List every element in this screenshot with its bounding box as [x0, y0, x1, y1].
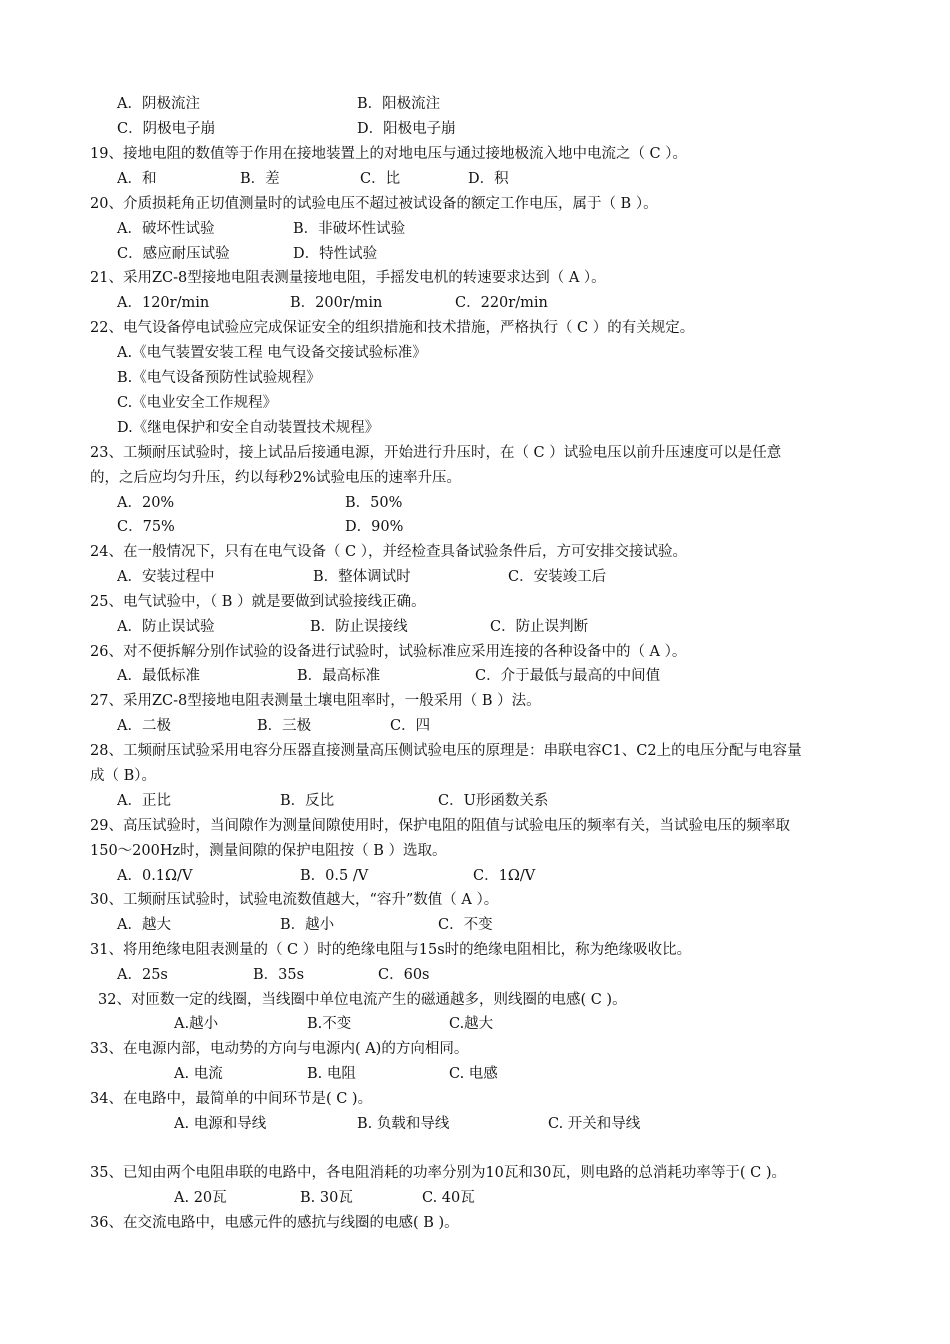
answer-option: C．防止误判断: [490, 619, 589, 635]
answer-option: B．整体调试时: [313, 569, 411, 585]
question-text: 22、电气设备停电试验应完成保证安全的组织措施和技术措施，严格执行（ C ）的有关规定。: [90, 320, 695, 336]
question-text: 36、在交流电路中，电感元件的感抗与线圈的电感( B )。: [90, 1215, 459, 1231]
answer-option: B. 电阻: [307, 1066, 356, 1082]
answer-option: C.《电业安全工作规程》: [117, 395, 278, 411]
answer-option: A．安装过程中: [117, 569, 215, 585]
answer-option: B．差: [240, 171, 280, 187]
answer-option: A．120r/min: [117, 295, 210, 311]
answer-option: C．阴极电子崩: [117, 121, 216, 137]
question-text: 25、电气试验中，（ B ）就是要做到试验接线正确。: [90, 594, 426, 610]
answer-option: B．50%: [345, 495, 403, 511]
answer-option: C．75%: [117, 519, 175, 535]
answer-option: C. 电感: [449, 1066, 498, 1082]
answer-option: A. 电源和导线: [174, 1116, 267, 1132]
question-text: 34、在电路中，最简单的中间环节是( C )。: [90, 1091, 373, 1107]
answer-option: D．90%: [345, 519, 404, 535]
answer-option: C．介于最低与最高的中间值: [475, 668, 661, 684]
answer-option: A．和: [117, 171, 157, 187]
question-text: 19、接地电阻的数值等于作用在接地装置上的对地电压与通过接地极流入地中电流之（ C ）。: [90, 146, 688, 162]
answer-option: B．最高标准: [297, 668, 381, 684]
question-text: 21、采用ZC-8型接地电阻表测量接地电阻，手摇发电机的转速要求达到（ A ）。: [90, 270, 606, 286]
answer-option: B．反比: [280, 793, 335, 809]
answer-option: C.越大: [449, 1016, 494, 1032]
answer-option: C．60s: [378, 967, 430, 983]
answer-option: D．特性试验: [293, 246, 378, 262]
answer-option: A．阴极流注: [117, 96, 200, 112]
question-text: 32、对匝数一定的线圈，当线圈中单位电流产生的磁通越多，则线圈的电感( C )。: [98, 992, 627, 1008]
answer-option: A. 电流: [174, 1066, 223, 1082]
question-text: 23、工频耐压试验时，接上试品后接通电源，开始进行升压时，在（ C ）试验电压以前升压速度可以是任意: [90, 445, 782, 461]
answer-option: D．积: [468, 171, 509, 187]
answer-option: A．20%: [117, 495, 175, 511]
question-text: 成（ B）。: [90, 768, 157, 784]
answer-option: B. 30瓦: [300, 1190, 353, 1206]
answer-option: A.越小: [174, 1016, 219, 1032]
answer-option: C．不变: [438, 917, 493, 933]
answer-option: C．比: [360, 171, 401, 187]
answer-option: B．非破坏性试验: [293, 221, 406, 237]
answer-option: C．四: [390, 718, 431, 734]
answer-option: B．防止误接线: [310, 619, 408, 635]
question-text: 24、在一般情况下，只有在电气设备（ C ），并经检查具备试验条件后，方可安排交接试验。: [90, 544, 688, 560]
question-text: 26、对不便拆解分别作试验的设备进行试验时，试验标准应采用连接的各种设备中的（ A ）。: [90, 644, 687, 660]
answer-option: B．0.5 /V: [300, 868, 369, 884]
answer-option: A．破坏性试验: [117, 221, 215, 237]
question-text: 35、已知由两个电阻串联的电路中，各电阻消耗的功率分别为10瓦和30瓦，则电路的总消耗功率等于( C )。: [90, 1165, 786, 1181]
answer-option: C．220r/min: [455, 295, 548, 311]
answer-option: D.《继电保护和安全自动装置技术规程》: [117, 420, 380, 436]
answer-option: D．阳极电子崩: [357, 121, 456, 137]
answer-option: A．0.1Ω/V: [117, 868, 193, 884]
answer-option: B．三极: [257, 718, 312, 734]
answer-option: B.《电气设备预防性试验规程》: [117, 370, 321, 386]
answer-option: B．越小: [280, 917, 335, 933]
answer-option: A．正比: [117, 793, 171, 809]
question-text: 150～200Hz时，测量间隙的保护电阻按（ B ）选取。: [90, 843, 447, 859]
answer-option: C. 开关和导线: [548, 1116, 641, 1132]
answer-option: C．安装竣工后: [508, 569, 607, 585]
question-text: 30、工频耐压试验时，试验电流数值越大，“容升”数值（ A ）。: [90, 892, 499, 908]
answer-option: A. 20瓦: [174, 1190, 227, 1206]
answer-option: B.不变: [307, 1016, 352, 1032]
answer-option: B．35s: [253, 967, 305, 983]
question-text: 20、介质损耗角正切值测量时的试验电压不超过被试设备的额定工作电压，属于（ B ）。: [90, 196, 658, 212]
answer-option: A.《电气装置安装工程 电气设备交接试验标准》: [117, 345, 427, 361]
answer-option: A．最低标准: [117, 668, 200, 684]
answer-option: A．二极: [117, 718, 171, 734]
answer-option: B. 负载和导线: [357, 1116, 450, 1132]
question-text: 29、高压试验时，当间隙作为测量间隙使用时，保护电阻的阻值与试验电压的频率有关，当试验电压的频率取: [90, 818, 790, 834]
question-text: 28、工频耐压试验采用电容分压器直接测量高压侧试验电压的原理是：串联电容C1、C2上的电压分配与电容量: [90, 743, 802, 759]
answer-option: C．U形函数关系: [438, 793, 549, 809]
question-text: 31、将用绝缘电阻表测量的（ C ）时的绝缘电阻与15s时的绝缘电阻相比，称为绝缘吸收比。: [90, 942, 692, 958]
question-text: 的，之后应均匀升压，约以每秒2%试验电压的速率升压。: [90, 470, 462, 486]
question-text: 27、采用ZC-8型接地电阻表测量土壤电阻率时，一般采用（ B ）法。: [90, 693, 541, 709]
answer-option: A．防止误试验: [117, 619, 215, 635]
answer-option: C. 40瓦: [422, 1190, 475, 1206]
answer-option: C．1Ω/V: [473, 868, 536, 884]
answer-option: B．阳极流注: [357, 96, 441, 112]
answer-option: A．25s: [117, 967, 168, 983]
answer-option: C．感应耐压试验: [117, 246, 230, 262]
question-text: 33、在电源内部，电动势的方向与电源内( A)的方向相同。: [90, 1041, 469, 1057]
answer-option: B．200r/min: [290, 295, 383, 311]
answer-option: A．越大: [117, 917, 171, 933]
